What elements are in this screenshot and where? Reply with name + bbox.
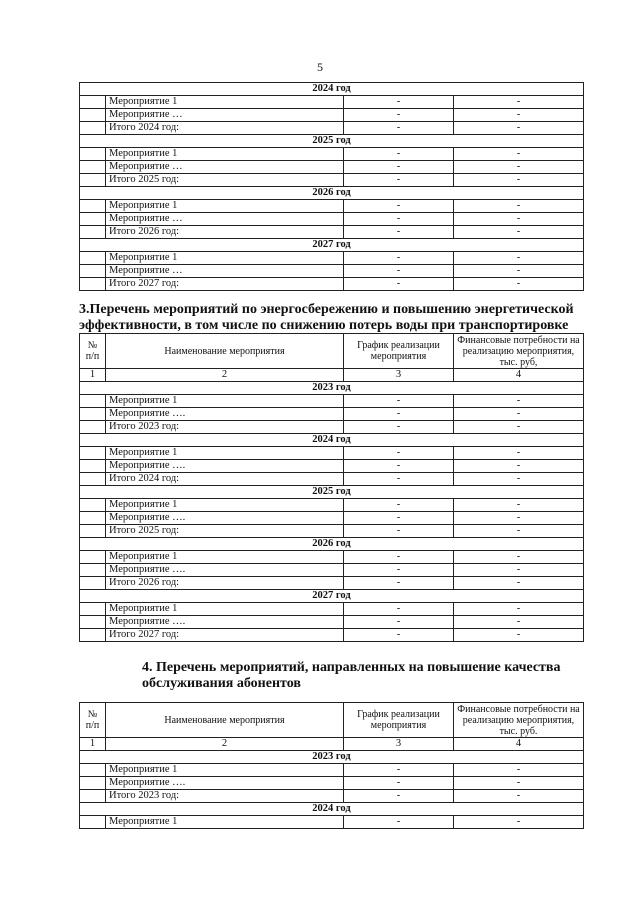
schedule-value: -: [344, 577, 454, 590]
service-quality-events-table: [79, 702, 584, 829]
table-row: [80, 447, 584, 460]
num-cell: [80, 148, 106, 161]
finance-value: -: [454, 816, 584, 829]
table-row: [80, 512, 584, 525]
num-cell: [80, 174, 106, 187]
year-total-label: Итого 2027 год:: [106, 278, 344, 291]
event-name: Мероприятие 1: [106, 764, 344, 777]
num-cell: [80, 629, 106, 642]
year-total-label: Итого 2023 год:: [106, 790, 344, 803]
schedule-value: -: [344, 252, 454, 265]
table-row: [80, 777, 584, 790]
schedule-value: -: [344, 96, 454, 109]
finance-value: -: [454, 265, 584, 278]
year-row: [80, 239, 584, 252]
header-name: Наименование мероприятия: [106, 703, 344, 738]
schedule-value: -: [344, 460, 454, 473]
num-cell: [80, 764, 106, 777]
finance-value: -: [454, 577, 584, 590]
year-label: 2024 год: [80, 434, 584, 447]
finance-value: -: [454, 499, 584, 512]
finance-value: -: [454, 226, 584, 239]
header-schedule: График реализации мероприятия: [344, 703, 454, 738]
table-row: [80, 265, 584, 278]
num-cell: [80, 408, 106, 421]
num-cell: [80, 265, 106, 278]
finance-value: -: [454, 525, 584, 538]
finance-value: -: [454, 764, 584, 777]
table-row: [80, 226, 584, 239]
event-name: Мероприятие 1: [106, 499, 344, 512]
num-cell: [80, 512, 106, 525]
table-row: [80, 790, 584, 803]
year-total-label: Итого 2027 год:: [106, 629, 344, 642]
event-name: Мероприятие 1: [106, 395, 344, 408]
year-row: [80, 486, 584, 499]
year-total-label: Итого 2026 год:: [106, 226, 344, 239]
event-name: Мероприятие ….: [106, 512, 344, 525]
num-cell: [80, 473, 106, 486]
num-cell: [80, 499, 106, 512]
energy-saving-events-table: [79, 333, 584, 642]
column-number-row: [80, 738, 584, 751]
year-total-label: Итого 2023 год:: [106, 421, 344, 434]
schedule-value: -: [344, 512, 454, 525]
year-label: 2027 год: [80, 239, 584, 252]
table-row: [80, 616, 584, 629]
num-cell: [80, 421, 106, 434]
year-row: [80, 83, 584, 96]
schedule-value: -: [344, 265, 454, 278]
schedule-value: -: [344, 122, 454, 135]
header-schedule: График реализации мероприятия: [344, 334, 454, 369]
table-row: [80, 148, 584, 161]
num-cell: [80, 616, 106, 629]
header-num: № п/п: [80, 334, 106, 369]
table-row: [80, 473, 584, 486]
num-cell: [80, 564, 106, 577]
year-row: [80, 135, 584, 148]
schedule-value: -: [344, 603, 454, 616]
table-row: [80, 764, 584, 777]
schedule-value: -: [344, 629, 454, 642]
finance-value: -: [454, 174, 584, 187]
year-row: [80, 187, 584, 200]
column-number: 3: [344, 738, 454, 751]
schedule-value: -: [344, 161, 454, 174]
page-number: 5: [317, 60, 323, 74]
event-name: Мероприятие …: [106, 109, 344, 122]
num-cell: [80, 213, 106, 226]
finance-value: -: [454, 616, 584, 629]
num-cell: [80, 395, 106, 408]
table-row: [80, 278, 584, 291]
num-cell: [80, 577, 106, 590]
event-name: Мероприятие ….: [106, 408, 344, 421]
table-row: [80, 525, 584, 538]
column-number-row: [80, 369, 584, 382]
event-name: Мероприятие 1: [106, 603, 344, 616]
finance-value: -: [454, 213, 584, 226]
table-row: [80, 122, 584, 135]
year-row: [80, 803, 584, 816]
event-name: Мероприятие ….: [106, 460, 344, 473]
event-name: Мероприятие ….: [106, 616, 344, 629]
column-number: 4: [454, 369, 584, 382]
event-name: Мероприятие 1: [106, 252, 344, 265]
table-row: [80, 109, 584, 122]
schedule-value: -: [344, 551, 454, 564]
year-total-label: Итого 2024 год:: [106, 473, 344, 486]
table-row: [80, 577, 584, 590]
schedule-value: -: [344, 174, 454, 187]
schedule-value: -: [344, 616, 454, 629]
table-row: [80, 395, 584, 408]
year-label: 2025 год: [80, 135, 584, 148]
year-row: [80, 538, 584, 551]
finance-value: -: [454, 551, 584, 564]
schedule-value: -: [344, 764, 454, 777]
column-number: 1: [80, 738, 106, 751]
table-row: [80, 816, 584, 829]
finance-value: -: [454, 96, 584, 109]
finance-value: -: [454, 564, 584, 577]
schedule-value: -: [344, 447, 454, 460]
header-finance: Финансовые потребности на реализацию мероприятия, тыс. руб,: [454, 334, 584, 369]
year-row: [80, 382, 584, 395]
finance-value: -: [454, 421, 584, 434]
event-name: Мероприятие ….: [106, 564, 344, 577]
num-cell: [80, 460, 106, 473]
year-label: 2024 год: [80, 803, 584, 816]
num-cell: [80, 816, 106, 829]
year-total-label: Итого 2025 год:: [106, 525, 344, 538]
num-cell: [80, 777, 106, 790]
schedule-value: -: [344, 777, 454, 790]
num-cell: [80, 161, 106, 174]
num-cell: [80, 96, 106, 109]
table-row: [80, 200, 584, 213]
num-cell: [80, 551, 106, 564]
finance-value: -: [454, 603, 584, 616]
num-cell: [80, 252, 106, 265]
finance-value: -: [454, 447, 584, 460]
table-header-row: [80, 703, 584, 738]
year-row: [80, 590, 584, 603]
schedule-value: -: [344, 109, 454, 122]
table-row: [80, 460, 584, 473]
year-label: 2024 год: [80, 83, 584, 96]
num-cell: [80, 200, 106, 213]
finance-value: -: [454, 408, 584, 421]
column-number: 2: [106, 738, 344, 751]
finance-value: -: [454, 777, 584, 790]
schedule-value: -: [344, 226, 454, 239]
events-table-continued: [79, 82, 584, 291]
table-row: [80, 564, 584, 577]
schedule-value: -: [344, 200, 454, 213]
year-row: [80, 434, 584, 447]
finance-value: -: [454, 629, 584, 642]
schedule-value: -: [344, 816, 454, 829]
section-3-title: 3.Перечень мероприятий по энергосбережению и повышению энергетической эффективности, в том числе по снижению потерь воды при транспортировке: [79, 302, 574, 333]
table-row: [80, 551, 584, 564]
schedule-value: -: [344, 525, 454, 538]
finance-value: -: [454, 512, 584, 525]
year-total-label: Итого 2026 год:: [106, 577, 344, 590]
schedule-value: -: [344, 790, 454, 803]
schedule-value: -: [344, 148, 454, 161]
year-label: 2026 год: [80, 187, 584, 200]
schedule-value: -: [344, 395, 454, 408]
table-row: [80, 603, 584, 616]
event-name: Мероприятие 1: [106, 816, 344, 829]
table-row: [80, 213, 584, 226]
event-name: Мероприятие 1: [106, 447, 344, 460]
num-cell: [80, 226, 106, 239]
num-cell: [80, 790, 106, 803]
table-row: [80, 408, 584, 421]
num-cell: [80, 278, 106, 291]
finance-value: -: [454, 473, 584, 486]
event-name: Мероприятие 1: [106, 200, 344, 213]
header-name: Наименование мероприятия: [106, 334, 344, 369]
year-label: 2023 год: [80, 751, 584, 764]
column-number: 4: [454, 738, 584, 751]
finance-value: -: [454, 109, 584, 122]
finance-value: -: [454, 460, 584, 473]
event-name: Мероприятие …: [106, 213, 344, 226]
schedule-value: -: [344, 421, 454, 434]
schedule-value: -: [344, 499, 454, 512]
section-4-title: 4. Перечень мероприятий, направленных на повышение качества обслуживания абонентов: [142, 660, 561, 691]
table-row: [80, 161, 584, 174]
finance-value: -: [454, 200, 584, 213]
table-row: [80, 96, 584, 109]
table-row: [80, 421, 584, 434]
num-cell: [80, 109, 106, 122]
column-number: 1: [80, 369, 106, 382]
schedule-value: -: [344, 564, 454, 577]
event-name: Мероприятие …: [106, 265, 344, 278]
finance-value: -: [454, 278, 584, 291]
table-row: [80, 499, 584, 512]
schedule-value: -: [344, 213, 454, 226]
event-name: Мероприятие …: [106, 161, 344, 174]
num-cell: [80, 447, 106, 460]
num-cell: [80, 525, 106, 538]
finance-value: -: [454, 161, 584, 174]
year-label: 2027 год: [80, 590, 584, 603]
table-header-row: [80, 334, 584, 369]
year-label: 2026 год: [80, 538, 584, 551]
schedule-value: -: [344, 278, 454, 291]
finance-value: -: [454, 252, 584, 265]
num-cell: [80, 122, 106, 135]
year-total-label: Итого 2024 год:: [106, 122, 344, 135]
header-finance: Финансовые потребности на реализацию мероприятия, тыс. руб.: [454, 703, 584, 738]
column-number: 3: [344, 369, 454, 382]
table-row: [80, 174, 584, 187]
event-name: Мероприятие 1: [106, 148, 344, 161]
num-cell: [80, 603, 106, 616]
schedule-value: -: [344, 473, 454, 486]
table-row: [80, 252, 584, 265]
year-label: 2025 год: [80, 486, 584, 499]
finance-value: -: [454, 395, 584, 408]
event-name: Мероприятие 1: [106, 551, 344, 564]
year-label: 2023 год: [80, 382, 584, 395]
event-name: Мероприятие ….: [106, 777, 344, 790]
finance-value: -: [454, 122, 584, 135]
table-row: [80, 629, 584, 642]
year-row: [80, 751, 584, 764]
event-name: Мероприятие 1: [106, 96, 344, 109]
year-total-label: Итого 2025 год:: [106, 174, 344, 187]
finance-value: -: [454, 790, 584, 803]
schedule-value: -: [344, 408, 454, 421]
column-number: 2: [106, 369, 344, 382]
finance-value: -: [454, 148, 584, 161]
header-num: № п/п: [80, 703, 106, 738]
